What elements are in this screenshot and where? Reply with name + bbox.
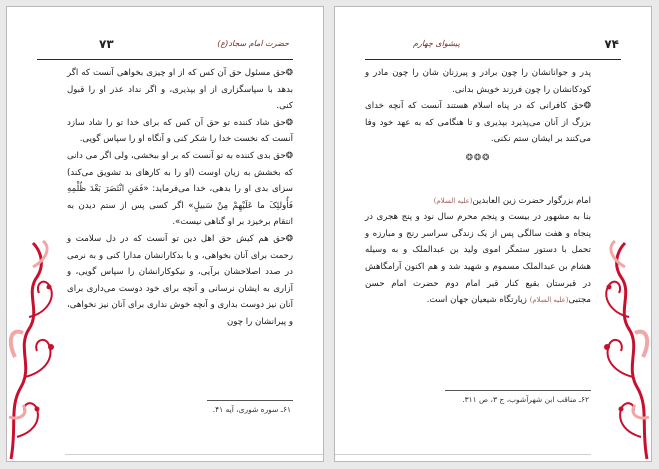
page-bottom-rule [65,454,323,455]
page-bottom-rule [335,454,591,455]
body-text [67,65,293,331]
floral-ornament-icon [593,237,651,462]
running-title: پیشوای چهارم [413,39,460,48]
honorific: (علیه السلام) [529,296,569,305]
paragraph [67,115,293,148]
honorific: (علیه السلام) [433,196,473,205]
paragraph [67,231,293,331]
paragraph [365,193,591,210]
floral-ornament-icon [7,237,65,462]
paragraph-text: حق کافرانی که در پناه اسلام هستند آنست که آنچه خدای بزرگ از آنان می‌پذیرد بپذیری و تا هنگامی که به عهد خود وفا می‌کنند بر ایشان ستم نکنی. [365,101,591,145]
page-header [365,37,621,60]
paragraph [365,65,591,98]
footnote: ۶۱ـ سوره شوری، آیه ۴۱. [212,405,291,414]
bullet-icon: ❂ [583,101,591,112]
bullet-icon: ❂ [285,68,293,78]
paragraph-text: زیارتگاه شیعیان جهان است. [426,295,530,306]
paragraph [67,148,293,231]
bullet-icon: ❂ [285,150,293,161]
running-title: حضرت امام سجاد(ع) [217,39,289,48]
footnote: ۶۲ـ مناقب ابن شهرآشوب، ج ۳، ص ۳۱۱. [462,395,589,404]
left-page [6,6,324,462]
section-separator: ❂❂❂ [465,152,491,163]
footnote-divider [445,390,591,391]
paragraph [365,209,591,309]
page-number: ۷۳ [99,37,114,51]
body-text [365,65,591,309]
paragraph-text: حق شاد کننده تو حق آن کس که برای خدا تو را شاد سازد آنست که نخست خدا را شکر کنی و آنگاه او را سپاس گویی. [67,117,293,145]
right-page [334,6,652,462]
paragraph-text: حق بدی کننده به تو آنست که بر او ببخشی، ولی اگر می دانی که بخشش به زیان اوست (او را به کارهای بد تشویق می‌کند) سزای بدی او را بدهی، خدا می‌فرماید: «فَمَنِ انْتَصَرَ بَعْدَ ظُلْمِهِ فَأُولئِکَ ما عَلَیْهِمْ مِنْ سَبیلٍ» اگر کسی پس از ستم دیدن به انتقام برخیزد بر او گناهی نیست». [67,150,293,228]
page-number: ۷۴ [604,37,619,51]
page-header [37,37,293,60]
paragraph-text: بنا به مشهور در بیست و پنجم محرم سال نود و پنج هجری در پنجاه و هفت سالگی پس از یک زندگی سراسر رنج و مبارزه و تحمل با دستور ستمگر اموی ولید بن عبدالملک و به وسیله هشام بن عبدالملک مسموم و شهید شد و هم اکنون آرامگاهش در قبرستان بقیع کنار قبر امام دوم حضرت امام حسن مجتبی [365,212,591,306]
paragraph-text: حق هم کیش حق اهل دین تو آنست که در دل سلامت و رحمت برای آنان بخواهی، و با بدکارانشان مدارا کنی و به نرمی در صدد اصلاحشان برآیی، و نیکوکارانشان را سپاس گویی، و آزاری به ایشان نرسانی و آنچه برای خود دوست می‌داری برای آنان نیز دوست بداری و آنچه خوش نداری برای آنان نیز نخواهی، و پیرانشان را چون [67,233,293,327]
bullet-icon: ❂ [285,117,293,128]
paragraph-text: امام بزرگوار حضرت زین العابدین [472,195,591,206]
footnote-divider [207,400,293,401]
paragraph [67,65,293,115]
paragraph-text: پدر و جوانانشان را چون برادر و پیرزنان شان را چون مادر و کودکانشان را چون فرزند خویش بدانی. [365,68,591,95]
bullet-icon: ❂ [285,233,293,244]
paragraph-text: حق مسئول حق آن کس که از او چیزی بخواهی آنست که اگر بدهد با سپاسگزاری از او بپذیری، و اگر نداد عذر او را قبول کنی. [67,68,293,112]
paragraph [365,98,591,148]
